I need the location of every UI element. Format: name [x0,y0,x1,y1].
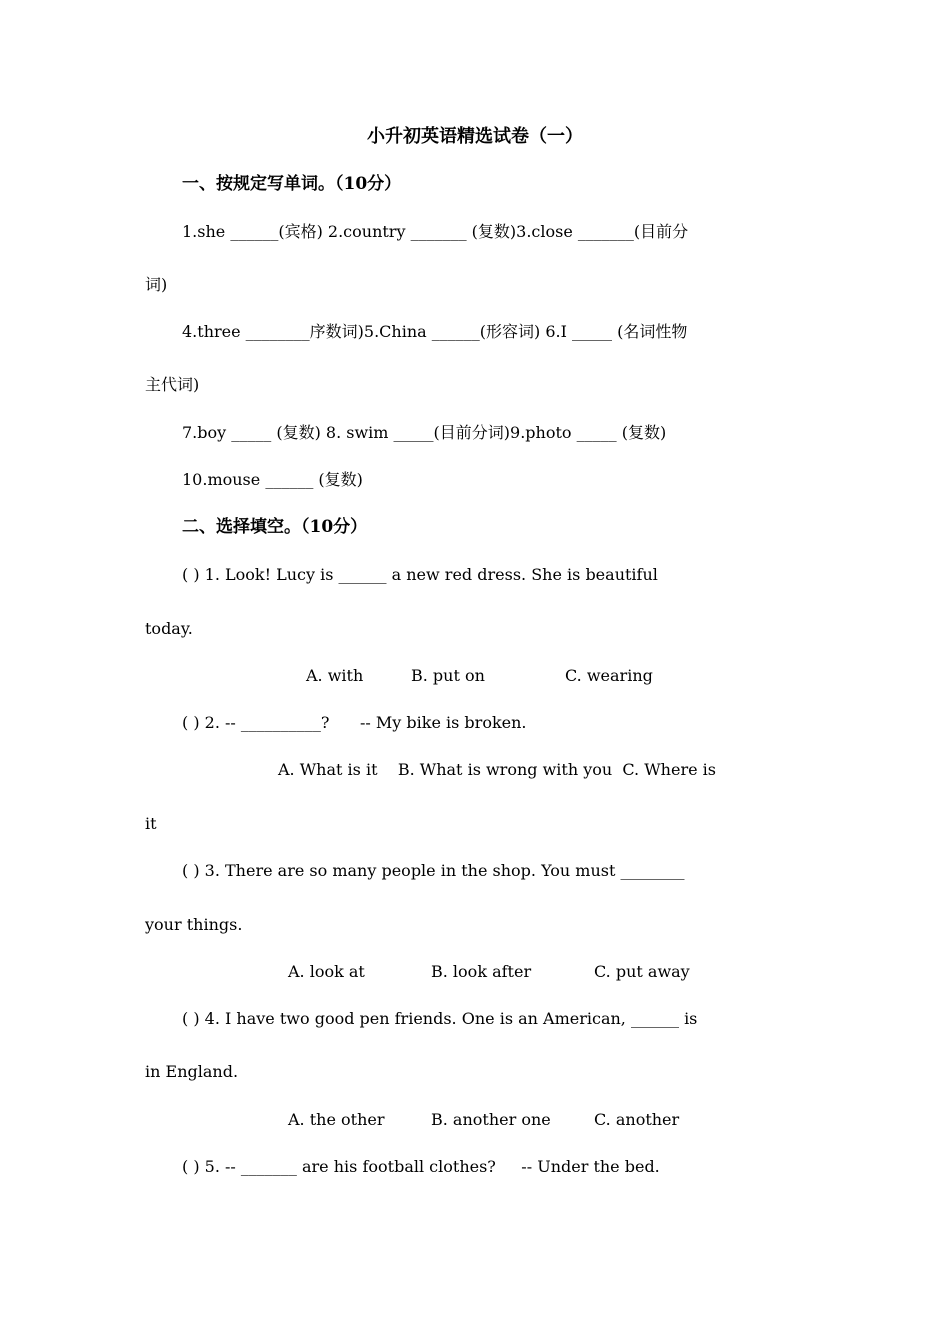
section2-heading: 二、选择填空。（10分） [182,517,368,537]
question-3: ( ) 3. There are so many people in the shop. You must ________ [182,861,685,880]
exam-title: 小升初英语精选试卷（一） [367,126,583,147]
question-1-option-a: A. with [306,666,364,685]
question-4-option-a: A. the other [288,1110,385,1129]
question-2-cont: it [145,814,157,833]
question-3-option-c: C. put away [594,962,690,981]
question-4: ( ) 4. I have two good pen friends. One is an American, ______ is [182,1009,698,1028]
question-1-cont: today. [145,619,193,638]
question-3-option-b: B. look after [431,962,532,981]
question-4-option-b: B. another one [431,1110,551,1129]
question-1-option-b: B. put on [411,666,485,685]
section1-line1: 1.she ______(宾格) 2.country _______ (复数)3.close _______(目前分 [182,222,689,241]
question-3-option-a: A. look at [288,962,365,981]
question-2-options: A. What is it B. What is wrong with you C. Where is [278,760,716,779]
question-3-cont: your things. [145,915,243,934]
question-4-option-c: C. another [594,1110,680,1129]
section1-line2: 4.three ________序数词)5.China ______(形容词) 6.I _____ (名词性物 [182,322,688,341]
question-2: ( ) 2. -- __________? -- My bike is broken. [182,713,527,732]
section1-line3: 7.boy _____ (复数) 8. swim _____(目前分词)9.photo _____ (复数) [182,423,667,442]
section1-line4: 10.mouse ______ (复数) [182,470,363,489]
section1-line1-cont: 词) [145,275,168,294]
section1-line2-cont: 主代词) [145,375,200,394]
question-1-option-c: C. wearing [565,666,653,685]
section1-heading: 一、按规定写单词。（10分） [182,174,402,194]
question-4-cont: in England. [145,1062,239,1081]
question-1: ( ) 1. Look! Lucy is ______ a new red dress. She is beautiful [182,565,658,584]
question-5: ( ) 5. -- _______ are his football clothes? -- Under the bed. [182,1157,660,1176]
